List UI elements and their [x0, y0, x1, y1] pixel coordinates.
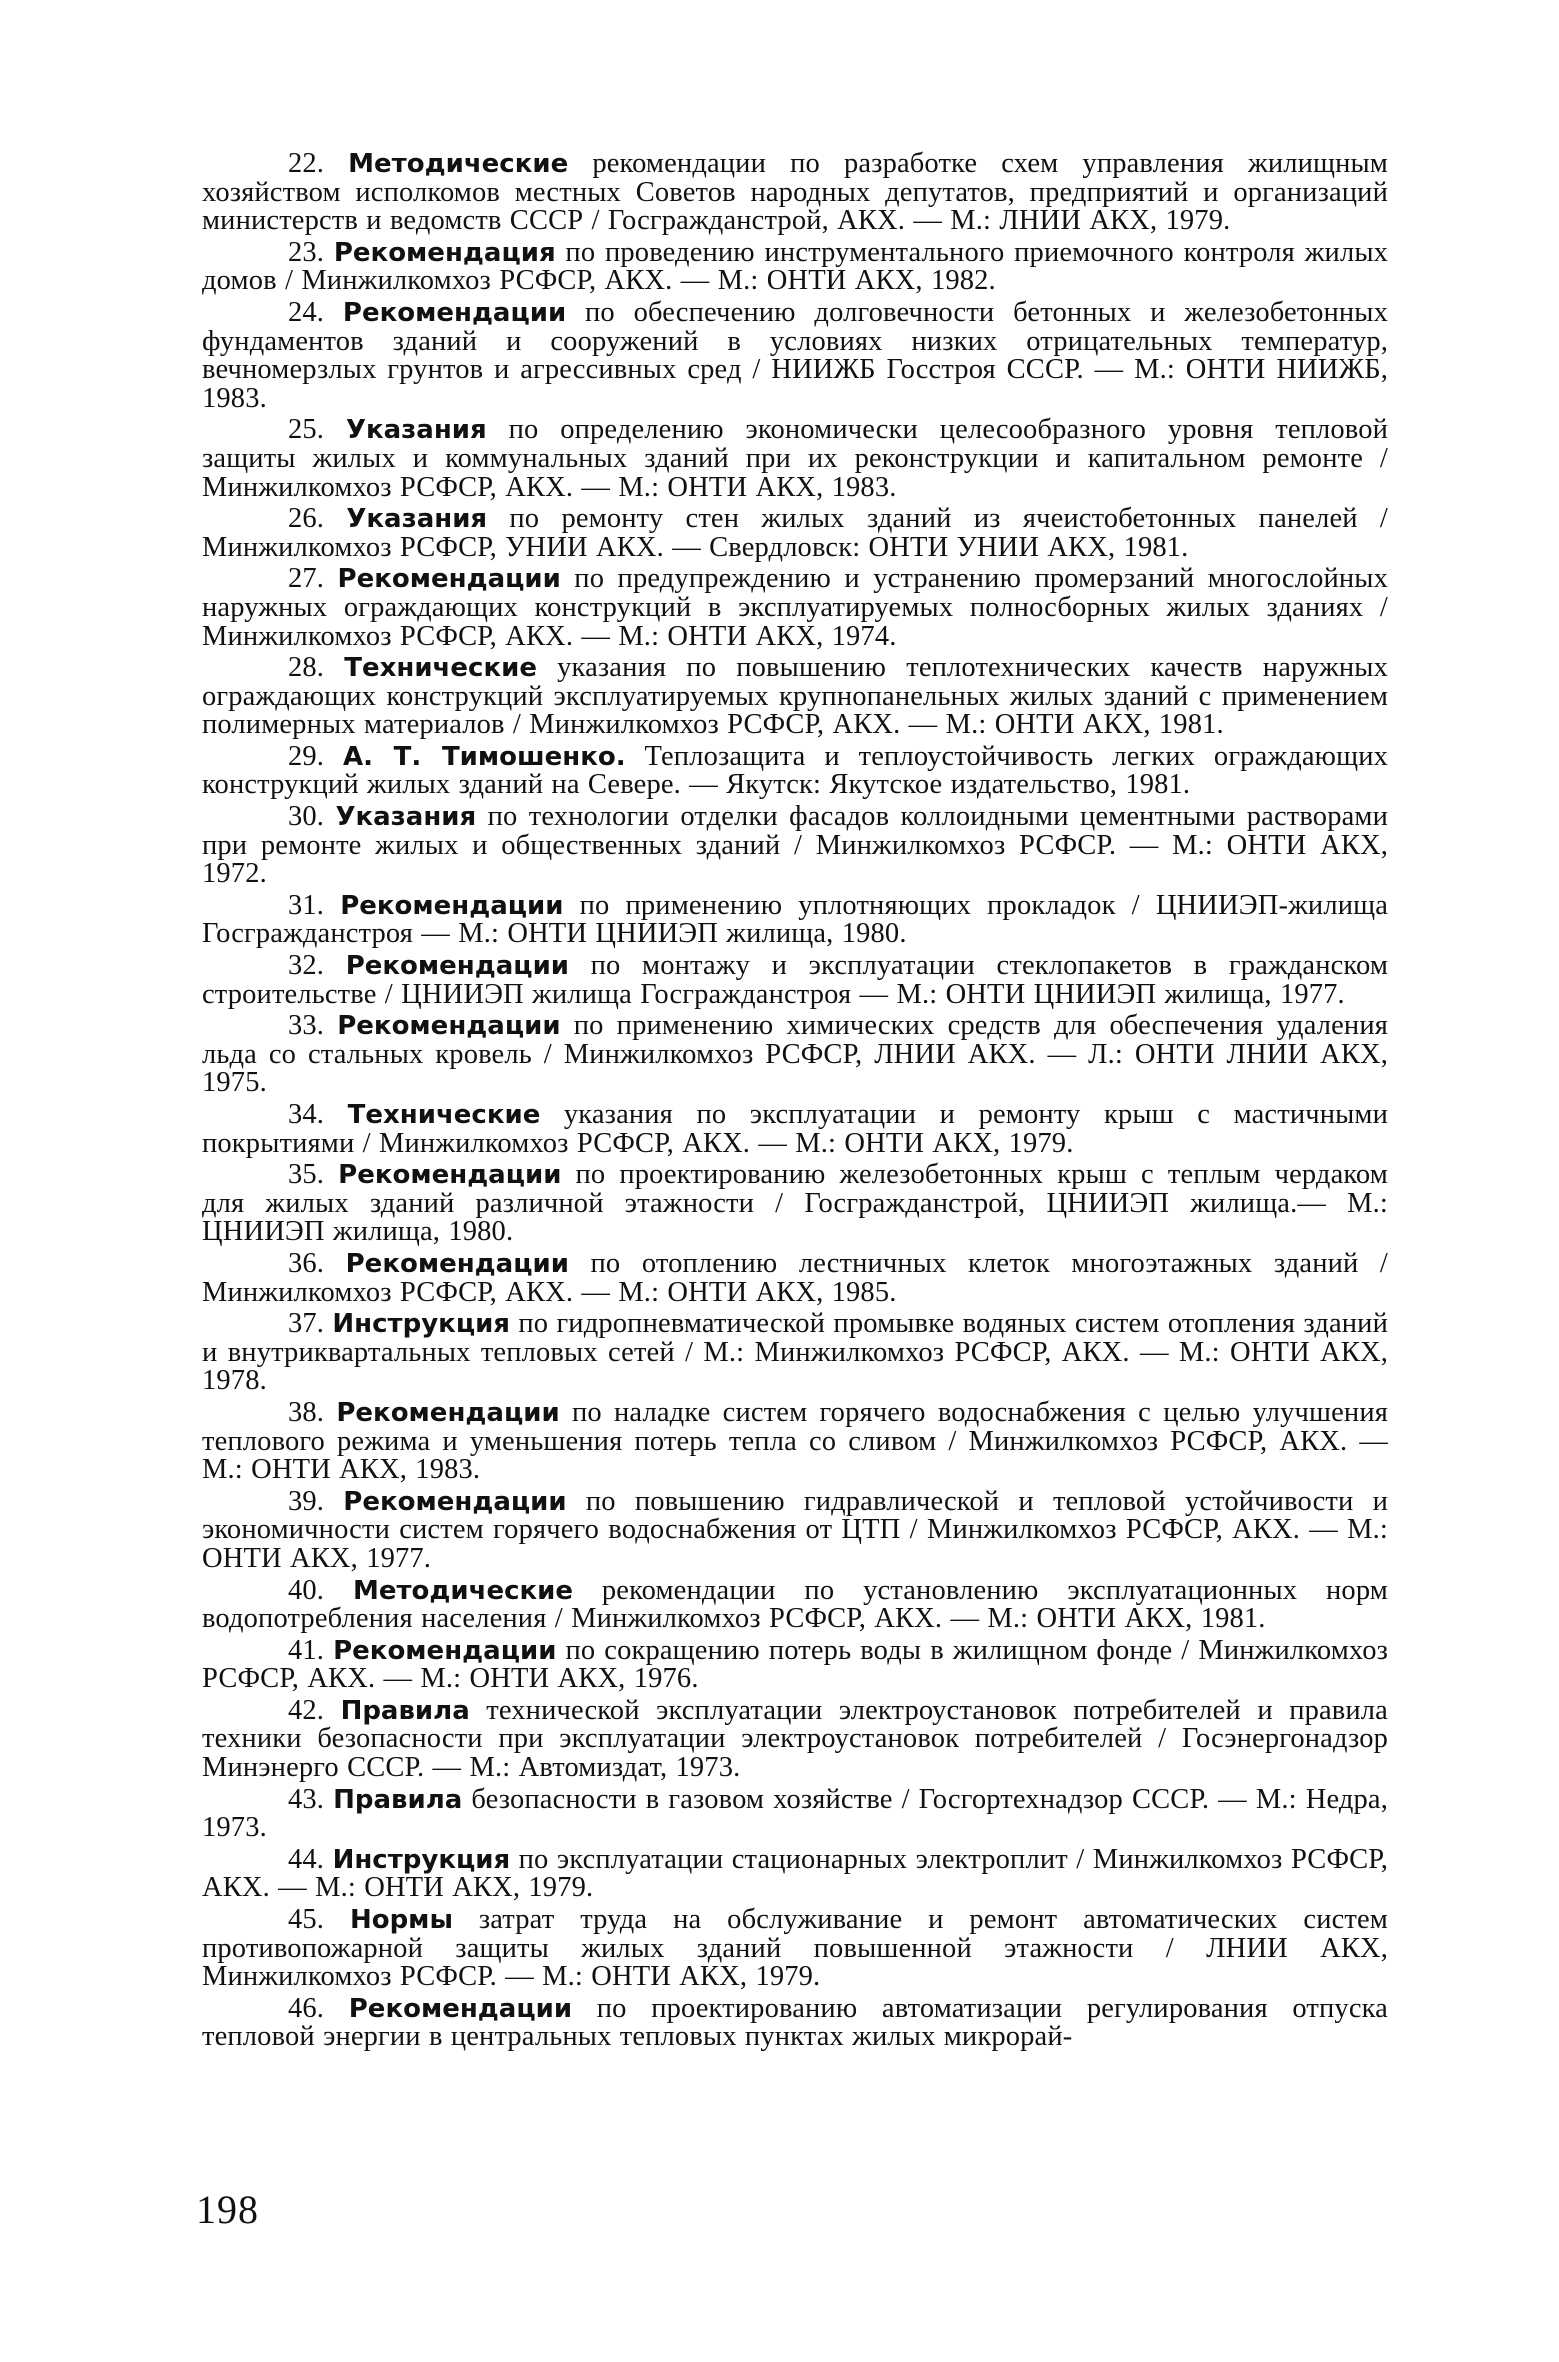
- reference-lead: Нормы: [349, 1905, 453, 1936]
- reference-number: 22.: [288, 148, 325, 179]
- reference-text: указания по повышению теплотехнических качеств наружных ограждающих конструкций эксплуатируемых крупнопанельных жилых зданий с применением полимерных материалов / Минжилкомхоз РСФСР, АКХ. — М.: ОНТИ АКХ, 1981.: [202, 652, 1388, 741]
- reference-number: 32.: [288, 950, 325, 982]
- reference-item: [202, 952, 1388, 1009]
- reference-lead: А. Т. Тимошенко.: [342, 741, 626, 772]
- reference-lead: Технические: [347, 1100, 541, 1130]
- reference-number: 37.: [288, 1308, 325, 1340]
- reference-lead: Правила: [340, 1695, 470, 1726]
- reference-number: 26.: [288, 503, 325, 535]
- reference-number: 44.: [288, 1843, 325, 1875]
- reference-number: 29.: [288, 740, 325, 772]
- reference-number: 23.: [288, 236, 325, 268]
- reference-text: по сокращению потерь воды в жилищном фонде / Минжилкомхоз РСФСР, АКХ. — М.: ОНТИ АКХ, 1976.: [202, 1634, 1388, 1695]
- reference-lead: Рекомендации: [345, 951, 570, 982]
- reference-lead: Рекомендации: [338, 1160, 562, 1191]
- reference-item: [202, 1101, 1388, 1158]
- reference-item: [202, 565, 1388, 651]
- reference-text: рекомендации по разработке схем управления жилищным хозяйством исполкомов местных Советов народных депутатов, предприятий и организаций министерств и ведомств СССР / Госгражданстрой, АКХ. — М.: ЛНИИ АКХ, 1979.: [202, 148, 1388, 237]
- reference-text: по эксплуатации стационарных электроплит / Минжилкомхоз РСФСР, АКХ. — М.: ОНТИ АКХ, 1979.: [202, 1843, 1388, 1904]
- reference-number: 28.: [288, 652, 325, 684]
- reference-item: [202, 1310, 1388, 1396]
- reference-lead: Рекомендация: [333, 237, 556, 268]
- reference-item: [202, 1012, 1388, 1098]
- reference-text: по повышению гидравлической и тепловой устойчивости и экономичности систем горячего водоснабжения от ЦТП / Минжилкомхоз РСФСР, АКХ. — М.: ОНТИ АКХ, 1977.: [202, 1485, 1388, 1574]
- reference-item: [202, 1906, 1388, 1992]
- reference-item: [202, 740, 1388, 801]
- reference-text: указания по эксплуатации и ремонту крыш с мастичными покрытиями / Минжилкомхоз РСФСР, АКХ. — М.: ОНТИ АКХ, 1979.: [202, 1099, 1388, 1159]
- reference-text: по проектированию автоматизации регулирования отпуска тепловой энергии в центральных тепловых пунктах жилых микрорай-: [202, 1992, 1388, 2053]
- reference-item: [202, 150, 1388, 236]
- reference-lead: Рекомендации: [337, 564, 561, 595]
- reference-lead: Рекомендации: [345, 1248, 569, 1279]
- reference-item: [202, 1992, 1388, 2053]
- reference-lead: Рекомендации: [343, 1486, 567, 1517]
- reference-item: [202, 654, 1388, 740]
- reference-number: 36.: [288, 1247, 325, 1279]
- reference-lead: Рекомендации: [342, 297, 567, 328]
- reference-item: [202, 416, 1388, 502]
- page-number: 198: [196, 2187, 259, 2232]
- reference-text: безопасности в газовом хозяйстве / Госгортехнадзор СССР. — М.: Недра, 1973.: [202, 1783, 1388, 1844]
- reference-lead: Рекомендации: [348, 1993, 573, 2024]
- reference-text: по ремонту стен жилых зданий из ячеистобетонных панелей / Минжилкомхоз РСФСР, УНИИ АКХ. — Свердловск: ОНТИ УНИИ АКХ, 1981.: [202, 503, 1388, 563]
- reference-number: 39.: [288, 1485, 325, 1517]
- reference-lead: Инструкция: [332, 1309, 511, 1340]
- reference-text: рекомендации по установлению эксплуатационных норм водопотребления населения / Минжилкомхоз РСФСР, АКХ. — М.: ОНТИ АКХ, 1981.: [202, 1574, 1388, 1635]
- reference-item: [202, 1574, 1388, 1635]
- reference-lead: Указания: [335, 802, 477, 833]
- reference-lead: Технические: [344, 653, 537, 684]
- reference-lead: Методические: [348, 149, 569, 179]
- reference-lead: Рекомендации: [336, 1397, 560, 1428]
- reference-lead: Указания: [346, 504, 488, 535]
- reference-text: по проектированию железобетонных крыш с теплым чердаком для жилых зданий различной этажности / Госгражданстрой, ЦНИИЭП жилища.— М.: ЦНИИЭП жилища, 1980.: [202, 1159, 1388, 1248]
- reference-text: по проведению инструментального приемочного контроля жилых домов / Минжилкомхоз РСФСР, АКХ. — М.: ОНТИ АКХ, 1982.: [202, 236, 1389, 297]
- reference-text: затрат труда на обслуживание и ремонт автоматических систем противопожарной защиты жилых зданий повышенной этажности / ЛНИИ АКХ, Минжилкомхоз РСФСР. — М.: ОНТИ АКХ, 1979.: [202, 1904, 1388, 1993]
- reference-number: 41.: [288, 1634, 325, 1666]
- reference-item: [202, 296, 1388, 414]
- reference-number: 35.: [288, 1159, 325, 1191]
- reference-text: по отоплению лестничных клеток многоэтажных зданий / Минжилкомхоз РСФСР, АКХ. — М.: ОНТИ АКХ, 1985.: [202, 1247, 1389, 1308]
- reference-number: 34.: [288, 1099, 325, 1130]
- reference-lead: Указания: [345, 415, 487, 446]
- reference-text: по наладке систем горячего водоснабжения с целью улучшения теплового режима и уменьшения потерь тепла со сливом / Минжилкомхоз РСФСР, АКХ. — М.: ОНТИ АКХ, 1983.: [202, 1396, 1388, 1486]
- reference-item: [202, 1843, 1388, 1904]
- reference-lead: Рекомендации: [337, 1011, 561, 1042]
- reference-text: по применению уплотняющих прокладок / ЦНИИЭП-жилища Госгражданстроя — М.: ОНТИ ЦНИИЭП жилища, 1980.: [202, 889, 1389, 950]
- reference-number: 42.: [288, 1694, 325, 1726]
- reference-item: [202, 505, 1388, 562]
- reference-number: 46.: [288, 1992, 325, 2024]
- reference-text: Теплозащита и теплоустойчивость легких ограждающих конструкций жилых зданий на Севере. — Якутск: Якутское издательство, 1981.: [202, 740, 1388, 801]
- reference-lead: Инструкция: [332, 1844, 511, 1875]
- reference-text: по технологии отделки фасадов коллоидными цементными растворами при ремонте жилых и общественных зданий / Минжилкомхоз РСФСР. — М.: ОНТИ АКХ, 1972.: [202, 801, 1388, 890]
- reference-item: [202, 1634, 1388, 1695]
- reference-text: по предупреждению и устранению промерзаний многослойных наружных ограждающих конструкций в эксплуатируемых полносборных жилых зданиях / Минжилкомхоз РСФСР, АКХ. — М.: ОНТИ АКХ, 1974.: [202, 563, 1389, 652]
- reference-item: [202, 1247, 1389, 1308]
- reference-number: 24.: [288, 296, 325, 328]
- reference-item: [202, 236, 1389, 297]
- reference-number: 31.: [288, 889, 325, 921]
- reference-number: 38.: [288, 1396, 325, 1428]
- reference-item: [202, 1694, 1388, 1784]
- reference-number: 27.: [288, 563, 325, 595]
- reference-lead: Рекомендации: [340, 890, 564, 921]
- reference-text: по применению химических средств для обеспечения удаления льда со стальных кровель / Минжилкомхоз РСФСР, ЛНИИ АКХ. — Л.: ОНТИ ЛНИИ АКХ, 1975.: [202, 1010, 1388, 1099]
- reference-item: [202, 1783, 1388, 1844]
- reference-text: технической эксплуатации электроустановок потребителей и правила техники безопасности при эксплуатации электроустановок потребителей / Госэнергонадзор Минэнерго СССР. — М.: Автомиздат, 1973.: [202, 1694, 1388, 1784]
- reference-lead: Рекомендации: [333, 1635, 557, 1666]
- reference-lead: Методические: [352, 1575, 574, 1606]
- reference-number: 40.: [288, 1574, 325, 1606]
- reference-text: по гидропневматической промывке водяных систем отопления зданий и внутриквартальных тепловых сетей / М.: Минжилкомхоз РСФСР, АКХ. — М.: ОНТИ АКХ, 1978.: [202, 1308, 1388, 1397]
- reference-lead: Правила: [333, 1784, 463, 1815]
- reference-item: [202, 803, 1388, 889]
- reference-number: 43.: [288, 1783, 325, 1815]
- reference-number: 25.: [288, 414, 325, 446]
- reference-text: по определению экономически целесообразного уровня тепловой защиты жилых и коммунальных зданий при их реконструкции и капитальном ремонте / Минжилкомхоз РСФСР, АКХ. — М.: ОНТИ АКХ, 1983.: [202, 414, 1389, 503]
- reference-text: по монтажу и эксплуатации стеклопакетов в гражданском строительстве / ЦНИИЭП жилища Госгражданстроя — М.: ОНТИ ЦНИИЭП жилища, 1977.: [202, 950, 1389, 1010]
- reference-list: [202, 150, 1388, 2055]
- reference-item: [202, 1396, 1388, 1486]
- reference-number: 45.: [288, 1904, 325, 1936]
- reference-item: [202, 1485, 1388, 1574]
- reference-number: 33.: [288, 1010, 325, 1042]
- reference-number: 30.: [288, 801, 325, 833]
- reference-text: по обеспечению долговечности бетонных и железобетонных фундаментов зданий и сооружений в условиях низких отрицательных температур, вечномерзлых грунтов и агрессивных сред / НИИЖБ Госстроя СССР. — М.: ОНТИ НИИЖБ, 1983.: [202, 296, 1388, 414]
- reference-item: [202, 1161, 1388, 1247]
- reference-item: [202, 889, 1389, 950]
